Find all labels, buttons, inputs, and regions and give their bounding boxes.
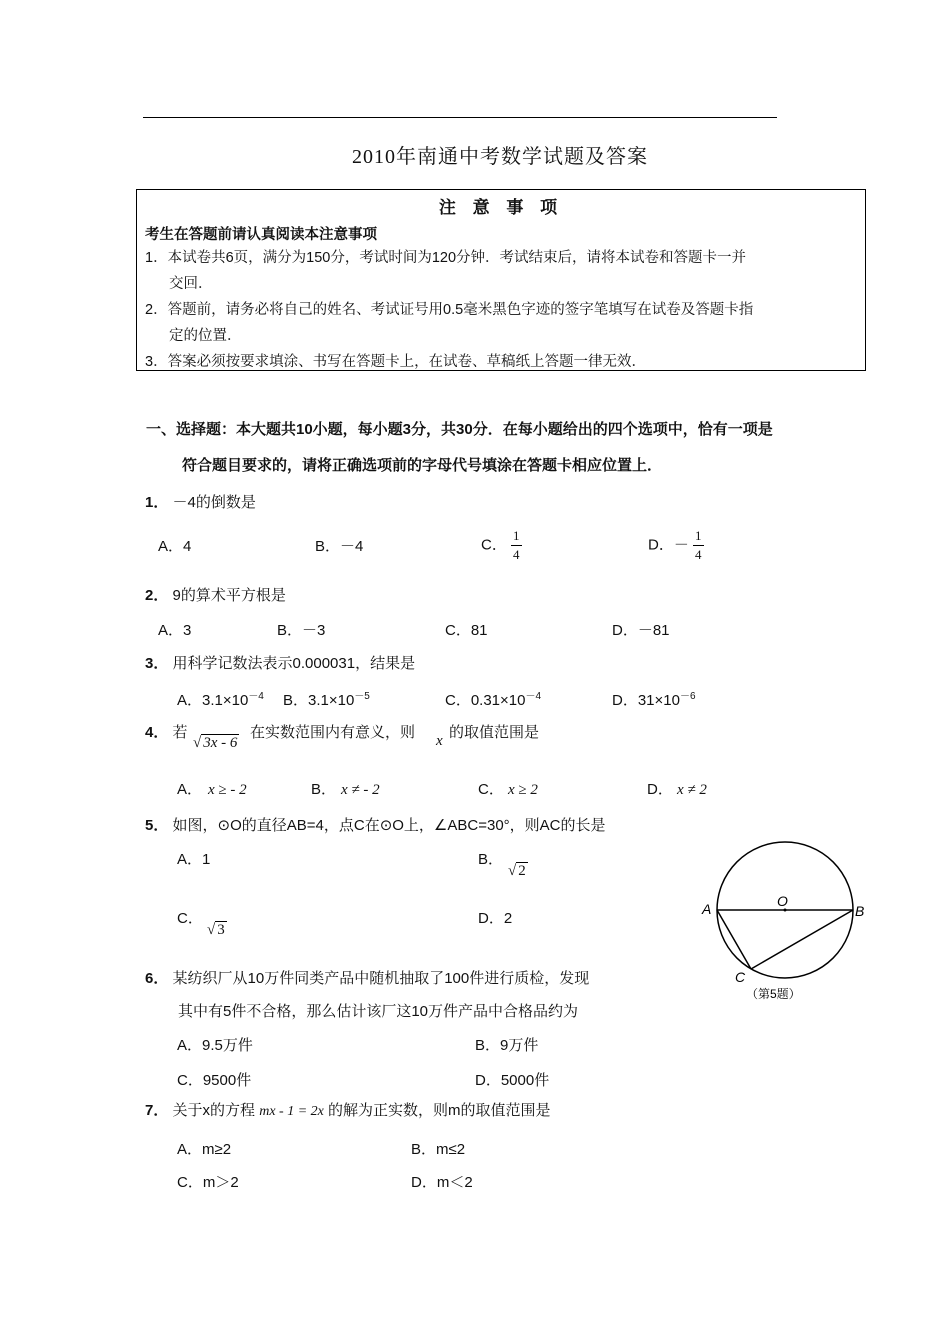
question-stem-post: 的解为正实数，则m的取值范围是 (328, 1102, 551, 1119)
option-d: D．m＜2 (411, 1174, 473, 1191)
option-b: B． (478, 851, 504, 868)
option-c: C． (177, 910, 203, 927)
equation: mx - 1 = 2x (259, 1104, 324, 1119)
option-a: A．9.5万件 (177, 1037, 253, 1054)
option-c (478, 778, 504, 799)
question-stem-mid: 在实数范围内有意义，则 (250, 724, 416, 741)
exponent: －6 (679, 691, 696, 702)
section-heading-cont: 符合题目要求的，请将正确选项前的字母代号填涂在答题卡相应位置上． (182, 457, 663, 474)
option-c (481, 527, 522, 564)
fraction-denominator: 4 (513, 547, 520, 562)
question-6 (145, 967, 589, 988)
option-label: D．－ (648, 536, 689, 554)
option-d (648, 527, 704, 564)
fraction-denominator: 4 (695, 547, 702, 562)
notice-heading: 注 意 事 项 (438, 198, 564, 217)
notice-item: 1．本试卷共6页，满分为150分，考试时间为120分钟．考试结束后，请将本试卷和答题卡一并 (145, 250, 747, 266)
option-b (283, 687, 370, 710)
fraction (693, 527, 704, 564)
option-b-math: x ≠ - 2 (341, 782, 380, 798)
label-b: B (855, 903, 865, 919)
question-1 (145, 491, 256, 512)
question-number: 2． (145, 587, 169, 604)
option-c: C．81 (445, 622, 488, 639)
option-b: B．－3 (277, 622, 326, 639)
question-3 (145, 652, 415, 673)
question-stem: 用科学记数法表示0.000031，结果是 (172, 655, 416, 672)
option-a (177, 687, 264, 710)
question-number: 5． (145, 817, 169, 834)
page-title: 2010年南通中考数学试题及答案 (352, 146, 648, 168)
question-number: 7． (145, 1102, 169, 1119)
radicand: 2 (518, 863, 526, 879)
notice-item: 交回． (169, 276, 213, 292)
question-stem-pre: 关于x的方程 (172, 1102, 256, 1119)
option-text: C．0.31×10 (445, 692, 526, 709)
option-text: D．31×10 (612, 692, 680, 709)
sqrt-expression (193, 734, 239, 752)
option-b-sqrt (508, 862, 528, 880)
option-label: C． (481, 536, 507, 554)
fraction-numerator: 1 (693, 527, 704, 546)
question-stem: 某纺织厂从10万件同类产品中随机抽取了100件进行质检，发现 (172, 970, 590, 987)
notice-item: 3．答案必须按要求填涂、书写在答题卡上，在试卷、草稿纸上答题一律无效． (145, 354, 647, 370)
question-number: 1． (145, 494, 169, 511)
option-b: B．－4 (315, 538, 364, 555)
question-stem: 9的算术平方根是 (172, 587, 286, 604)
radicand: 3x - 6 (203, 735, 238, 751)
sqrt: √ 3x - 6 (193, 735, 238, 751)
option-c: C．m＞2 (177, 1174, 239, 1191)
option-c: C．9500件 (177, 1072, 252, 1089)
option-b: B．m≤2 (411, 1141, 466, 1158)
option-a: A．m≥2 (177, 1141, 232, 1158)
question-stem-pre: 若 (172, 724, 188, 741)
section-heading: 一、选择题：本大题共10小题，每小题3分，共30分．在每小题给出的四个选项中，恰有一项是 (146, 421, 773, 438)
fraction-numerator: 1 (511, 527, 522, 546)
option-c (445, 687, 541, 710)
option-label: C． (478, 781, 504, 798)
question-number: 3． (145, 655, 169, 672)
notice-subtitle: 考生在答题前请认真阅读本注意事项 (145, 227, 377, 243)
variable-x: x (436, 733, 443, 749)
option-b (311, 778, 336, 799)
option-a (177, 778, 202, 799)
fraction (511, 527, 522, 564)
exponent: －4 (525, 691, 542, 702)
option-a: A．1 (177, 851, 211, 868)
option-d: D．5000件 (475, 1072, 550, 1089)
question-stem-post: 的取值范围是 (449, 724, 540, 741)
sqrt: √ 3 (207, 922, 225, 938)
option-d (612, 687, 696, 710)
question-stem: 如图，⊙O的直径AB=4，点C在⊙O上，∠ABC=30°，则AC的长是 (172, 817, 606, 834)
option-text: B．3.1×10 (283, 692, 355, 709)
option-c-math: x ≥ 2 (508, 782, 538, 798)
segment-ac (717, 910, 751, 969)
notice-item: 2．答题前，请务必将自己的姓名、考试证号用0.5毫米黑色字迹的签字笔填写在试卷及答题卡指 (145, 302, 754, 318)
question-5 (145, 814, 606, 835)
geometry-figure (696, 836, 876, 1008)
radicand: 3 (217, 922, 225, 938)
option-d-math: x ≠ 2 (677, 782, 707, 798)
question-number: 4． (145, 724, 169, 741)
sqrt: √ 2 (508, 863, 526, 879)
option-d (647, 778, 673, 799)
option-d: D．2 (478, 910, 513, 927)
label-o: O (777, 893, 788, 909)
question-7 (145, 1099, 551, 1120)
exponent: －5 (354, 691, 370, 702)
option-label: B． (311, 781, 337, 798)
option-a-math: x ≥ - 2 (208, 782, 247, 798)
option-text: A．3.1×10 (177, 692, 249, 709)
label-c: C (735, 969, 746, 985)
notice-box (136, 189, 866, 371)
question-2 (145, 584, 286, 605)
figure-caption: （第5题） (746, 987, 801, 1001)
header-rule (143, 117, 777, 118)
label-a: A (702, 901, 712, 917)
exponent: －4 (248, 691, 264, 702)
option-c-sqrt (207, 921, 227, 939)
segment-bc (751, 910, 853, 969)
option-label: D． (647, 781, 673, 798)
question-4 (145, 721, 188, 742)
question-number: 6． (145, 970, 169, 987)
notice-item: 定的位置． (169, 328, 242, 344)
option-b: B．9万件 (475, 1037, 539, 1054)
option-a: A．4 (158, 538, 192, 555)
question-stem: －4的倒数是 (172, 494, 256, 511)
option-label: A． (177, 781, 203, 798)
option-d: D．－81 (612, 622, 670, 639)
option-a: A．3 (158, 622, 192, 639)
question-stem-cont: 其中有5件不合格，那么估计该厂这10万件产品中合格品约为 (178, 1003, 579, 1020)
